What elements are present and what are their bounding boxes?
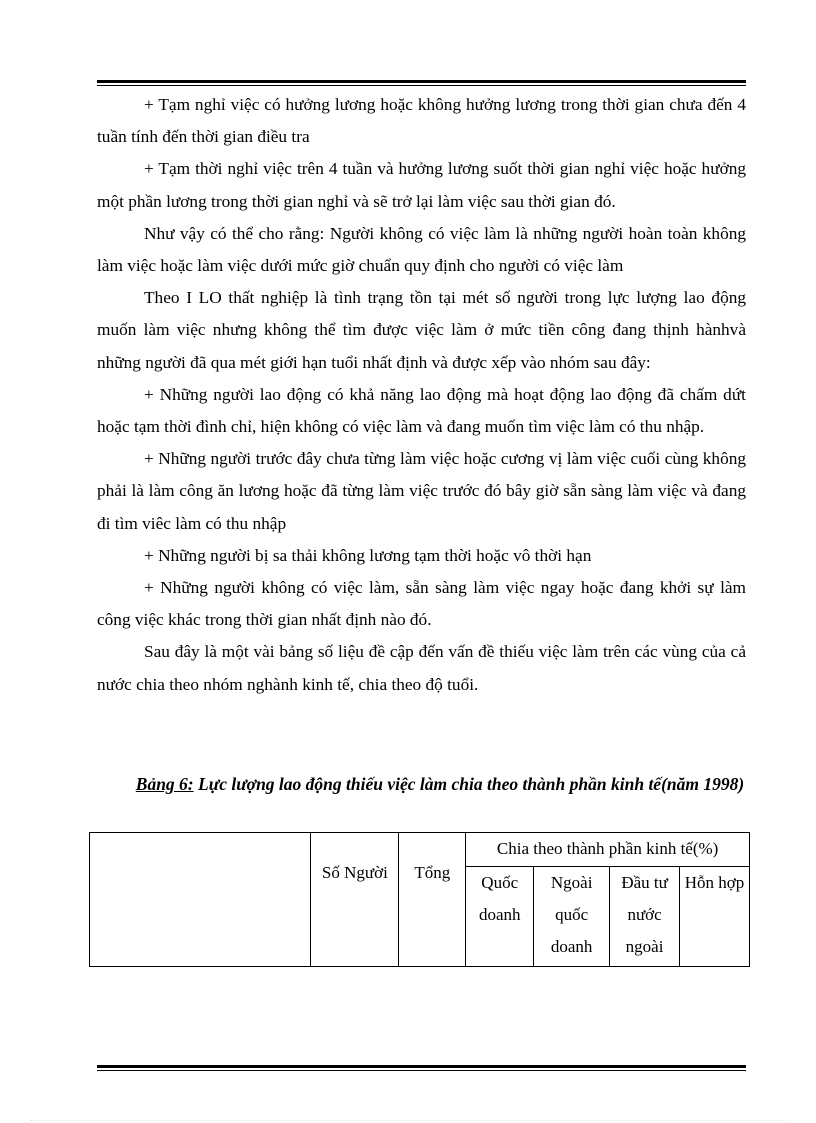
- paragraph: + Những người không có việc làm, sẵn sàng làm việc ngay hoặc đang khởi sự làm công việc khác trong thời gian nhất định nào đó.: [97, 578, 746, 630]
- paragraph: + Những người trước đây chưa từng làm việc hoặc cương vị làm việc cuối cùng không phải là làm công ăn lương hoặc đã từng làm việc trước đó bây giờ sẵn sàng làm việc và đang đi tìm viêc làm có thu nhập: [97, 449, 746, 533]
- body-text: [97, 89, 746, 701]
- table-caption-text: Lực lượng lao động thiếu việc làm chia theo thành phần kinh tế(năm 1998): [193, 774, 745, 794]
- footer-rule: [97, 1065, 746, 1071]
- paragraph: + Tạm nghỉ việc có hưởng lương hoặc không hưởng lương trong thời gian chưa đến 4 tuần tính đến thời gian điều tra: [97, 95, 746, 147]
- table-caption: [130, 768, 750, 800]
- table-header-row: [90, 833, 750, 867]
- paragraph: + Những người bị sa thải không lương tạm thời hoặc vô thời hạn: [144, 545, 592, 565]
- paragraph: Sau đây là một vài bảng số liệu đề cập đến vấn đề thiếu việc làm trên các vùng của cả nước chia theo nhóm nghành kinh tế, chia theo độ tuổi.: [97, 642, 746, 694]
- table-caption-label: Bảng 6:: [135, 774, 194, 794]
- table-header-tong: Tổng: [399, 833, 466, 967]
- table-subheader-dau-tu-nuoc-ngoai: Đầu tư nước ngoài: [610, 867, 680, 967]
- page-edge-dots: [30, 1120, 786, 1121]
- paragraph: + Những người lao động có khả năng lao động mà hoạt động lao động đã chấm dứt hoặc tạm thời đình chỉ, hiện không có việc làm và đang muốn tìm việc làm có thu nhập.: [97, 384, 746, 437]
- table-header-empty: [90, 833, 311, 967]
- paragraph: Theo I LO thất nghiệp là tình trạng tồn tại mét số người trong lực lượng lao động muốn làm việc nhưng không thể tìm được việc làm ở mức tiền công đang thịnh hànhvà những người đã qua mét giới hạn tuổi nhất định và được xếp vào nhóm sau đây:: [97, 288, 746, 372]
- table-subheader-hon-hop: Hỗn hợp: [680, 867, 750, 967]
- table-header-group: Chia theo thành phần kinh tế(%): [466, 833, 750, 867]
- paragraph: Như vậy có thể cho rằng: Người không có việc làm là những người hoàn toàn không làm việc hoặc làm việc dưới mức giờ chuẩn quy định cho người có việc làm: [97, 223, 746, 276]
- table-subheader-quoc-doanh: Quốc doanh: [466, 867, 534, 967]
- table-subheader-ngoai-quoc-doanh: Ngoài quốc doanh: [534, 867, 610, 967]
- header-rule: [97, 80, 746, 86]
- data-table: [89, 832, 750, 967]
- table-header-so-nguoi: Số Người: [311, 833, 399, 967]
- paragraph: + Tạm thời nghỉ việc trên 4 tuần và hưởng lương suốt thời gian nghỉ việc hoặc hưởng một phần lương trong thời gian nghỉ và sẽ trở lại làm việc sau thời gian đó.: [97, 159, 746, 211]
